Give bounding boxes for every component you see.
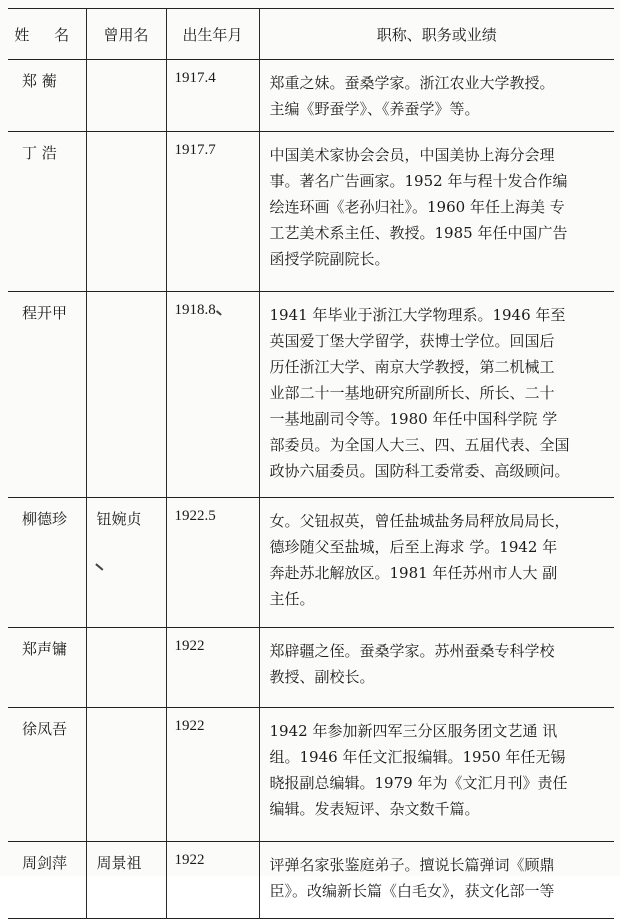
table-header-row bbox=[8, 9, 614, 60]
table-row bbox=[8, 498, 614, 628]
description-line: 业部二十一基地研究所副所长、所长、二十 bbox=[269, 384, 555, 402]
description-line: 部委员。为全国人大三、四、五届代表、全国 bbox=[269, 436, 570, 454]
description-cell bbox=[259, 60, 614, 132]
description-line: 工艺美术系主任、教授。1985 年任中国广告 bbox=[269, 224, 568, 242]
description-line: 组。1946 年任文汇报编辑。1950 年任无锡 bbox=[269, 748, 566, 766]
description-line: 事。著名广告画家。1952 年与程十发合作编 bbox=[269, 172, 568, 190]
person-name: 徐凤吾 bbox=[22, 720, 68, 738]
birth-date: 1922.5 bbox=[166, 498, 259, 628]
birth-date: 1922 bbox=[166, 842, 259, 919]
table-row bbox=[8, 132, 614, 292]
description-line: 郑重之妹。蚕桑学家。浙江农业大学教授。 bbox=[269, 74, 555, 92]
birth-date: 1917.7 bbox=[166, 132, 259, 292]
birth-date: 1922 bbox=[166, 628, 259, 708]
biography-table bbox=[8, 8, 614, 919]
description-line: 晓报副总编辑。1979 年为《文汇月刊》责任 bbox=[269, 774, 568, 792]
birth-date: 1922 bbox=[166, 708, 259, 842]
description-line: 1942 年参加新四军三分区服务团文艺通 讯 bbox=[269, 722, 558, 740]
description-line: 1941 年毕业于浙江大学物理系。1946 年至 bbox=[269, 306, 566, 324]
former-name bbox=[86, 628, 166, 708]
header-birth: 出生年月 bbox=[166, 9, 259, 60]
description-line: 评弹名家张鉴庭弟子。擅说长篇弹词《顾鼎 bbox=[269, 856, 555, 874]
description-line: 郑辟疆之侄。蚕桑学家。苏州蚕桑专科学校 bbox=[269, 642, 555, 660]
table-row bbox=[8, 842, 614, 919]
description-line: 德珍随父至盐城，后至上海求 学。1942 年 bbox=[269, 538, 558, 556]
description-cell bbox=[259, 708, 614, 842]
former-name: 钮婉贞 bbox=[86, 498, 166, 628]
birth-date: 1917.4 bbox=[166, 60, 259, 132]
person-name: 周剑萍 bbox=[22, 854, 68, 872]
description-cell bbox=[259, 132, 614, 292]
description-line: 臣》。改编新长篇《白毛女》，获文化部一等 bbox=[269, 882, 555, 900]
header-description: 职称、职务或业绩 bbox=[259, 9, 614, 60]
description-line: 历任浙江大学、南京大学教授，第二机械工 bbox=[269, 358, 555, 376]
description-cell bbox=[259, 498, 614, 628]
person-name: 丁 浩 bbox=[22, 144, 57, 162]
description-line: 编辑。发表短评、杂文数千篇。 bbox=[269, 800, 480, 818]
description-line: 函授学院副院长。 bbox=[269, 250, 390, 268]
person-name: 郑声镛 bbox=[22, 640, 68, 658]
former-name bbox=[86, 708, 166, 842]
person-name: 程开甲 bbox=[22, 304, 68, 322]
description-cell bbox=[259, 842, 614, 919]
former-name bbox=[86, 132, 166, 292]
description-cell bbox=[259, 628, 614, 708]
table-row bbox=[8, 292, 614, 498]
person-name: 郑 蘅 bbox=[22, 72, 57, 90]
description-line: 女。父钮叔英，曾任盐城盐务局秤放局局长， bbox=[269, 512, 570, 530]
description-line: 奔赴苏北解放区。1981 年任苏州市人大 副 bbox=[269, 564, 558, 582]
description-line: 一基地副司令等。1980 年任中国科学院 学 bbox=[269, 410, 558, 428]
header-name: 姓 名 bbox=[14, 25, 80, 44]
description-cell bbox=[259, 292, 614, 498]
description-line: 英国爱丁堡大学留学，获博士学位。回国后 bbox=[269, 332, 555, 350]
birth-date: 1918.8 bbox=[166, 292, 259, 498]
description-line: 教授、副校长。 bbox=[269, 668, 375, 686]
former-name: 周景祖 bbox=[86, 842, 166, 919]
description-line: 中国美术家协会会员，中国美协上海分会理 bbox=[269, 146, 555, 164]
table-row bbox=[8, 628, 614, 708]
header-alias: 曾用名 bbox=[86, 9, 166, 60]
description-line: 绘连环画《老孙归社》。1960 年任上海美 专 bbox=[269, 198, 565, 216]
description-line: 主编《野蚕学》、《养蚕学》等。 bbox=[269, 100, 480, 118]
description-line: 政协六届委员。国防科工委常委、高级顾问。 bbox=[269, 462, 570, 480]
former-name bbox=[86, 60, 166, 132]
table-row bbox=[8, 708, 614, 842]
former-name bbox=[86, 292, 166, 498]
table-row bbox=[8, 60, 614, 132]
person-name: 柳德珍 bbox=[22, 510, 68, 528]
description-line: 主任。 bbox=[269, 590, 315, 608]
